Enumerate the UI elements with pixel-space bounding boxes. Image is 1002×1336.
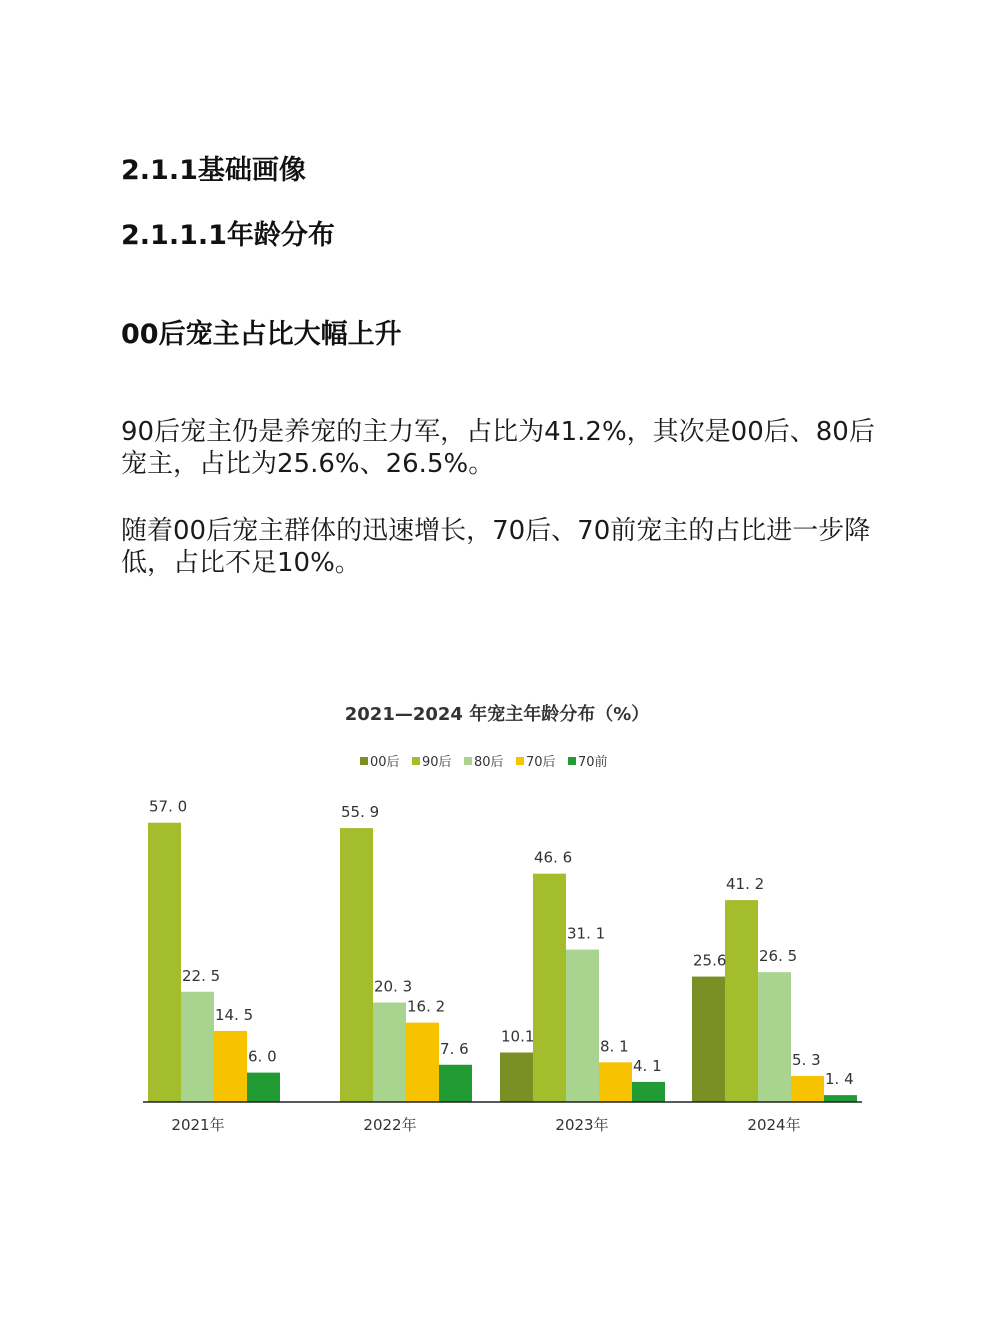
bar-2-1: [533, 874, 566, 1102]
data-label: 22. 5: [182, 966, 221, 985]
data-label: 41. 2: [726, 875, 765, 894]
data-label: 25.6: [693, 951, 727, 970]
section-heading: 2.1.1基础画像: [121, 155, 306, 186]
bar-2-3: [599, 1062, 632, 1102]
data-label: 10.1: [501, 1027, 535, 1046]
bar-3-2: [758, 972, 791, 1102]
data-label: 4. 1: [633, 1056, 662, 1075]
bar-3-3: [791, 1076, 824, 1102]
bar-0-3: [214, 1031, 247, 1102]
chart-title: 2021—2024 年宠主年龄分布（%）: [344, 704, 650, 725]
data-label: 46. 6: [534, 848, 573, 867]
data-label: 26. 5: [759, 947, 798, 966]
paragraph-main-force: 90后宠主仍是养宠的主力军，占比为41.2%，其次是00后、80后宠主，占比为25.6%、26.5%。: [121, 417, 875, 479]
legend-swatch: [464, 757, 472, 765]
data-label: 20. 3: [374, 977, 413, 996]
bar-3-0: [692, 977, 725, 1102]
subsection-heading: 2.1.1.1年龄分布: [121, 220, 335, 251]
data-label: 7. 6: [440, 1039, 469, 1058]
bar-1-3: [406, 1023, 439, 1102]
bar-1-2: [373, 1003, 406, 1102]
legend-label: 00后: [370, 755, 400, 770]
legend-label: 70后: [526, 755, 556, 770]
data-label: 31. 1: [567, 924, 606, 943]
data-label: 5. 3: [792, 1051, 821, 1070]
data-label: 55. 9: [341, 803, 380, 822]
bar-1-1: [340, 828, 373, 1102]
chart-legend: [360, 755, 608, 770]
bar-1-4: [439, 1065, 472, 1102]
legend-label: 80后: [474, 755, 504, 770]
data-label: 1. 4: [825, 1070, 854, 1089]
data-label: 16. 2: [407, 997, 446, 1016]
x-tick-label: 2021年: [171, 1116, 225, 1134]
bar-0-1: [148, 823, 181, 1102]
age-distribution-chart: [0, 690, 1002, 1150]
x-tick-label: 2023年: [555, 1116, 609, 1134]
legend-swatch: [516, 757, 524, 765]
bar-0-2: [181, 992, 214, 1102]
x-tick-label: 2022年: [363, 1116, 417, 1134]
x-tick-label: 2024年: [747, 1116, 801, 1134]
legend-swatch: [360, 757, 368, 765]
legend-label: 70前: [578, 755, 608, 770]
legend-swatch: [568, 757, 576, 765]
data-label: 6. 0: [248, 1047, 277, 1066]
data-label: 14. 5: [215, 1005, 254, 1024]
chart-x-ticks: [171, 1116, 800, 1134]
legend-swatch: [412, 757, 420, 765]
bar-2-2: [566, 950, 599, 1102]
bar-0-4: [247, 1073, 280, 1102]
bar-2-0: [500, 1053, 533, 1102]
chart-svg: [0, 690, 1002, 1150]
legend-label: 90后: [422, 755, 452, 770]
highlight-heading: 00后宠主占比大幅上升: [121, 319, 402, 350]
data-label: 57. 0: [149, 797, 188, 816]
bar-3-4: [824, 1095, 857, 1102]
bar-2-4: [632, 1082, 665, 1102]
paragraph-decline: 随着00后宠主群体的迅速增长，70后、70前宠主的占比进一步降低，占比不足10%。: [121, 516, 871, 578]
data-label: 8. 1: [600, 1037, 629, 1056]
bar-3-1: [725, 900, 758, 1102]
